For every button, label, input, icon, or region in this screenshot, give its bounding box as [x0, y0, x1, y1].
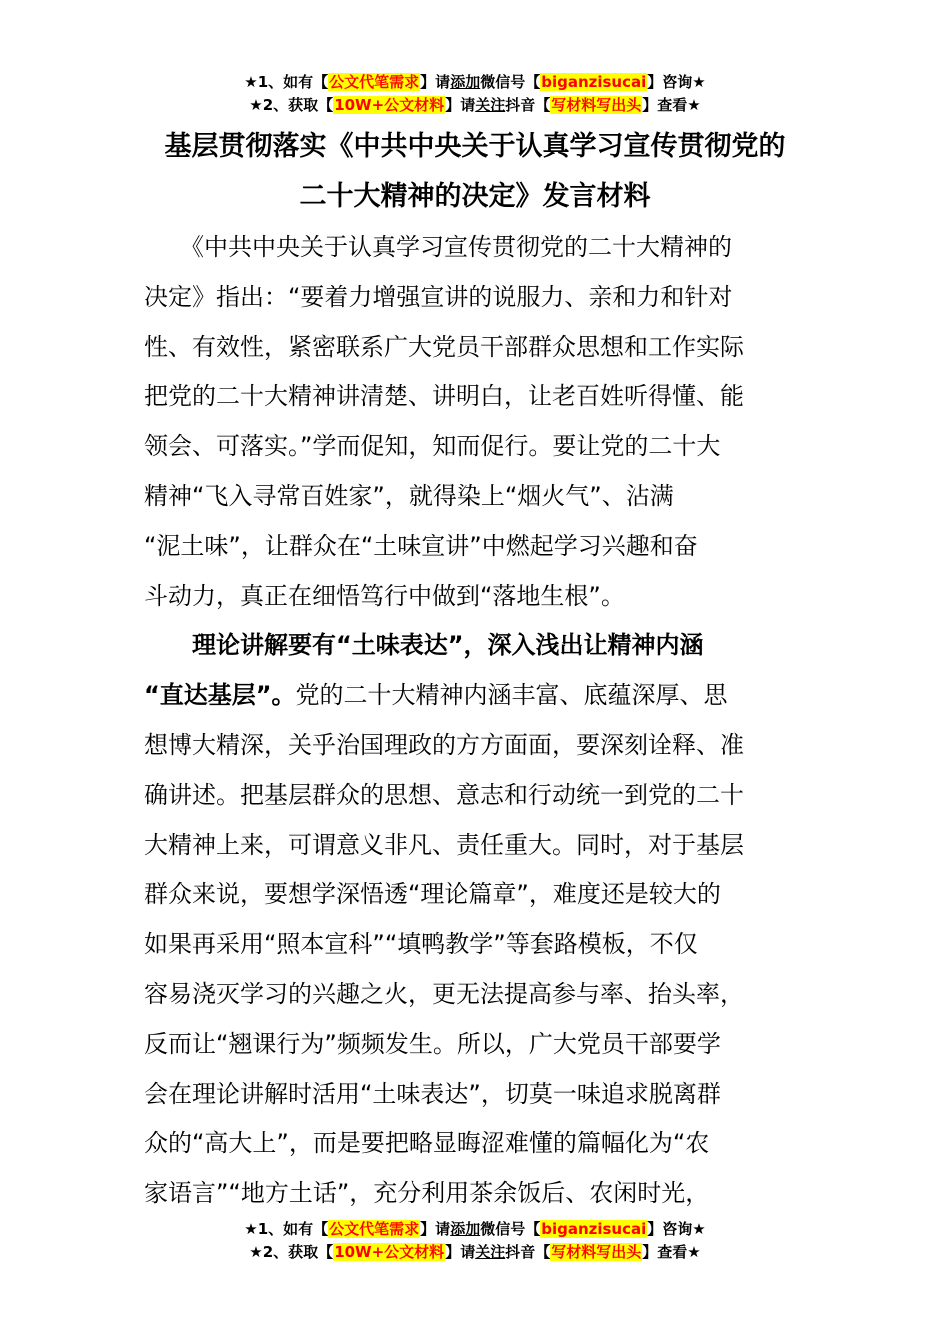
paragraph-line: 决定》指出：“要着力增强宣讲的说服力、亲和力和针对 [144, 282, 733, 311]
paragraph-line [144, 671, 814, 721]
promo-text: 微信号【 [480, 73, 541, 91]
promo-text: 】咨询★ [647, 1220, 706, 1238]
section-heading-end: “直达基层”。 [144, 681, 296, 710]
promo-text: 抖音【 [505, 96, 551, 114]
promo-highlight: 公文代笔需求 [329, 1220, 420, 1238]
promo-highlight: 写材料写出头 [551, 1243, 642, 1261]
promo-highlight: 10W+公文材料 [334, 1243, 445, 1261]
promo-text: 抖音【 [505, 1243, 551, 1261]
paragraph-line: 精神“飞入寻常百姓家”，就得染上“烟火气”、沾满 [144, 481, 674, 510]
promo-text: 】请 [445, 1243, 476, 1261]
document-body [144, 223, 814, 1219]
paragraph-line: 会在理论讲解时活用“土味表达”，切莫一味追求脱离群 [144, 1079, 721, 1108]
promo-text: 】咨询★ [647, 73, 706, 91]
document-title-line-1: 基层贯彻落实《中共中央关于认真学习宣传贯彻党的 [164, 131, 786, 162]
document-title-line-2: 二十大精神的决定》发言材料 [299, 181, 651, 212]
paragraph-line: 群众来说，要想学深悟透“理论篇章”，难度还是较大的 [144, 880, 721, 909]
paragraph-line: 大精神上来，可谓意义非凡、责任重大。同时，对于基层 [144, 830, 744, 859]
paragraph-line: 反而让“翘课行为”频频发生。所以，广大党员干部要学 [144, 1029, 721, 1058]
section-heading: 理论讲解要有“土味表达”，深入浅出让精神内涵 [144, 631, 704, 660]
promo-highlight: 公文代笔需求 [329, 73, 420, 91]
promo-highlight: 10W+公文材料 [334, 96, 445, 114]
promo-text: 】请 [445, 96, 476, 114]
paragraph-text: 党的二十大精神内涵丰富、底蕴深厚、思 [295, 681, 728, 710]
promo-header-top [0, 71, 950, 117]
promo-highlight: 写材料写出头 [551, 96, 642, 114]
promo-emphasis: 添加 [450, 73, 481, 91]
promo-text: 】查看★ [642, 1243, 701, 1261]
promo-text: ★2、获取【 [249, 1243, 334, 1261]
promo-text: 微信号【 [480, 1220, 541, 1238]
promo-text: ★1、如有【 [244, 1220, 329, 1238]
promo-text: 】请 [420, 73, 451, 91]
paragraph-line: 性、有效性，紧密联系广大党员干部群众思想和工作实际 [144, 332, 744, 361]
paragraph-line: 家语言”“地方土话”，充分利用茶余饭后、农闲时光， [144, 1179, 710, 1208]
promo-text: 】请 [420, 1220, 451, 1238]
paragraph-line: 如果再采用“照本宣科”“填鸭教学”等套路模板，不仅 [144, 930, 698, 959]
paragraph-line: 想博大精深，关乎治国理政的方方面面，要深刻诠释、准 [144, 730, 744, 759]
promo-text: ★2、获取【 [249, 96, 334, 114]
paragraph-line: 众的“高大上”，而是要把略显晦涩难懂的篇幅化为“农 [144, 1129, 710, 1158]
promo-footer-bottom [0, 1218, 950, 1264]
promo-text: ★1、如有【 [244, 73, 329, 91]
paragraph-line: 斗动力，真正在细悟笃行中做到“落地生根”。 [144, 581, 625, 610]
promo-emphasis: 关注 [475, 96, 506, 114]
promo-emphasis: 关注 [475, 1243, 506, 1261]
promo-highlight: biganzisucai [541, 1220, 647, 1238]
promo-line-1 [0, 71, 950, 94]
paragraph-line: 容易浇灭学习的兴趣之火，更无法提高参与率、抬头率， [144, 979, 744, 1008]
promo-line-1 [0, 1218, 950, 1241]
promo-text: 】查看★ [642, 96, 701, 114]
paragraph-line: “泥土味”，让群众在“土味宣讲”中燃起学习兴趣和奋 [144, 531, 698, 560]
paragraph-line: 把党的二十大精神讲清楚、讲明白，让老百姓听得懂、能 [144, 382, 744, 411]
promo-highlight: biganzisucai [541, 73, 647, 91]
paragraph-line: 领会、可落实。”学而促知，知而促行。要让党的二十大 [144, 432, 721, 461]
promo-emphasis: 添加 [450, 1220, 481, 1238]
paragraph-line: 《中共中央关于认真学习宣传贯彻党的二十大精神的 [144, 233, 732, 261]
promo-line-2 [0, 1241, 950, 1264]
promo-line-2 [0, 94, 950, 117]
paragraph-line: 确讲述。把基层群众的思想、意志和行动统一到党的二十 [144, 780, 744, 809]
